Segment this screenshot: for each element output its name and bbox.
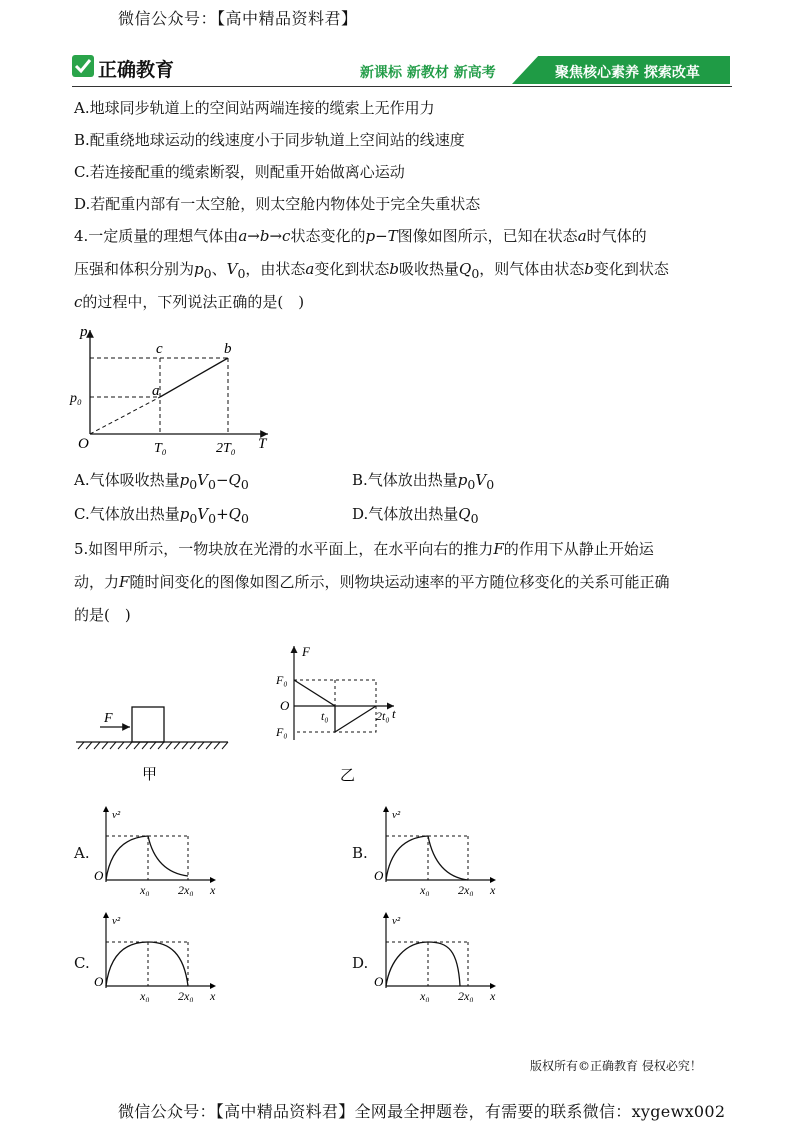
svg-text:x: x xyxy=(210,883,216,896)
caption-yi: 乙 xyxy=(340,768,356,784)
yi-tick-F0: F₀ xyxy=(276,673,288,687)
tick-p0: p₀ xyxy=(70,391,82,406)
q5-graph-b xyxy=(372,804,502,896)
svg-text:v²: v² xyxy=(392,915,401,927)
svg-text:x₀: x₀ xyxy=(420,989,430,1002)
yi-tick-2t0: 2t₀ xyxy=(376,709,390,723)
axis-label-p: p xyxy=(80,324,88,340)
svg-text:v²: v² xyxy=(392,809,401,821)
slogan-right: 聚焦核心素养 探索改革 xyxy=(555,65,700,81)
svg-text:x: x xyxy=(210,989,216,1002)
q5-stem-line3: 的是( ) xyxy=(74,606,131,624)
point-c-label: c xyxy=(156,341,163,357)
header-divider xyxy=(72,86,732,87)
svg-text:x₀: x₀ xyxy=(140,883,150,896)
tick-T0: T₀ xyxy=(154,441,167,456)
point-b-label: b xyxy=(224,341,232,357)
svg-text:2x₀: 2x₀ xyxy=(178,883,194,896)
yi-axis-F: F xyxy=(302,644,310,659)
point-a-label: a xyxy=(152,383,160,399)
q4-stem-line1: 4.一定质量的理想气体由a→b→c状态变化的p−T图像如图所示，已知在状态a时气体的 xyxy=(74,227,647,245)
svg-text:v²: v² xyxy=(112,915,121,927)
q5-option-c-label: C. xyxy=(74,954,90,972)
yi-axis-t: t xyxy=(392,706,396,721)
q4-option-d: D.气体放出热量$Q_0$ xyxy=(352,505,479,526)
svg-text:v²: v² xyxy=(112,809,121,821)
q5-graph-d xyxy=(372,910,502,1002)
svg-text:x: x xyxy=(490,989,496,1002)
q5-figure-jia xyxy=(70,695,235,785)
q4-stem-line2: 压强和体积分别为$p_0$、$V_0$，由状态a变化到状态b吸收热量$Q_0$，则气体由状态b变化到状态 xyxy=(74,260,669,281)
q4-pt-graph xyxy=(68,322,278,460)
q5-graph-c xyxy=(92,910,222,1002)
q5-stem-line2: 动，力F随时间变化的图像如图乙所示，则物块运动速率的平方随位移变化的关系可能正确 xyxy=(74,573,670,591)
svg-text:O: O xyxy=(94,868,104,883)
q4-option-b: B.气体放出热量$p_0V_0$ xyxy=(352,471,495,492)
q4-option-c: C.气体放出热量$p_0V_0+Q_0$ xyxy=(74,505,249,526)
force-label: F xyxy=(104,711,113,726)
copyright-notice: 版权所有©正确教育 侵权必究！ xyxy=(530,1059,702,1073)
svg-text:x₀: x₀ xyxy=(420,883,430,896)
origin-label: O xyxy=(78,436,89,452)
q3-option-d: D.若配重内部有一太空舱，则太空舱内物体处于完全失重状态 xyxy=(74,195,481,213)
checkmark-logo-icon xyxy=(72,55,94,77)
header-wechat: 微信公众号：【高中精品资料君】 xyxy=(118,9,358,28)
q5-graph-a xyxy=(92,804,222,896)
yi-tick-F0-neg: F₀ xyxy=(276,725,288,739)
svg-text:O: O xyxy=(94,974,104,989)
yi-origin: O xyxy=(280,698,290,713)
slogan-left: 新课标 新教材 新高考 xyxy=(360,65,496,81)
q4-stem-line3: c的过程中，下列说法正确的是( ) xyxy=(74,293,305,311)
brand-logo-text: 正确教育 xyxy=(98,59,175,81)
q3-option-a: A.地球同步轨道上的空间站两端连接的缆索上无作用力 xyxy=(74,99,435,117)
q5-figure-yi xyxy=(272,640,402,790)
svg-text:x: x xyxy=(490,883,496,896)
q5-stem-line1: 5.如图甲所示，一物块放在光滑的水平面上，在水平向右的推力F的作用下从静止开始运 xyxy=(74,540,654,558)
svg-text:x₀: x₀ xyxy=(140,989,150,1002)
q3-option-c: C.若连接配重的缆索断裂，则配重开始做离心运动 xyxy=(74,163,405,181)
svg-text:2x₀: 2x₀ xyxy=(458,883,474,896)
svg-text:O: O xyxy=(374,868,384,883)
q4-option-a: A.气体吸收热量$p_0V_0-Q_0$ xyxy=(74,471,249,492)
q3-option-b: B.配重绕地球运动的线速度小于同步轨道上空间站的线速度 xyxy=(74,131,465,149)
q5-option-b-label: B. xyxy=(352,844,368,862)
svg-text:2x₀: 2x₀ xyxy=(458,989,474,1002)
axis-label-T: T xyxy=(258,436,267,452)
yi-tick-t0: t₀ xyxy=(321,709,329,723)
svg-text:O: O xyxy=(374,974,384,989)
footer-wechat: 微信公众号：【高中精品资料君】全网最全押题卷，有需要的联系微信：xygewx002 xyxy=(118,1102,726,1121)
tick-2T0: 2T₀ xyxy=(216,441,236,456)
svg-text:2x₀: 2x₀ xyxy=(178,989,194,1002)
q5-option-a-label: A. xyxy=(74,844,90,862)
caption-jia: 甲 xyxy=(142,767,158,783)
block-shape xyxy=(132,707,164,742)
q5-option-d-label: D. xyxy=(352,954,369,972)
